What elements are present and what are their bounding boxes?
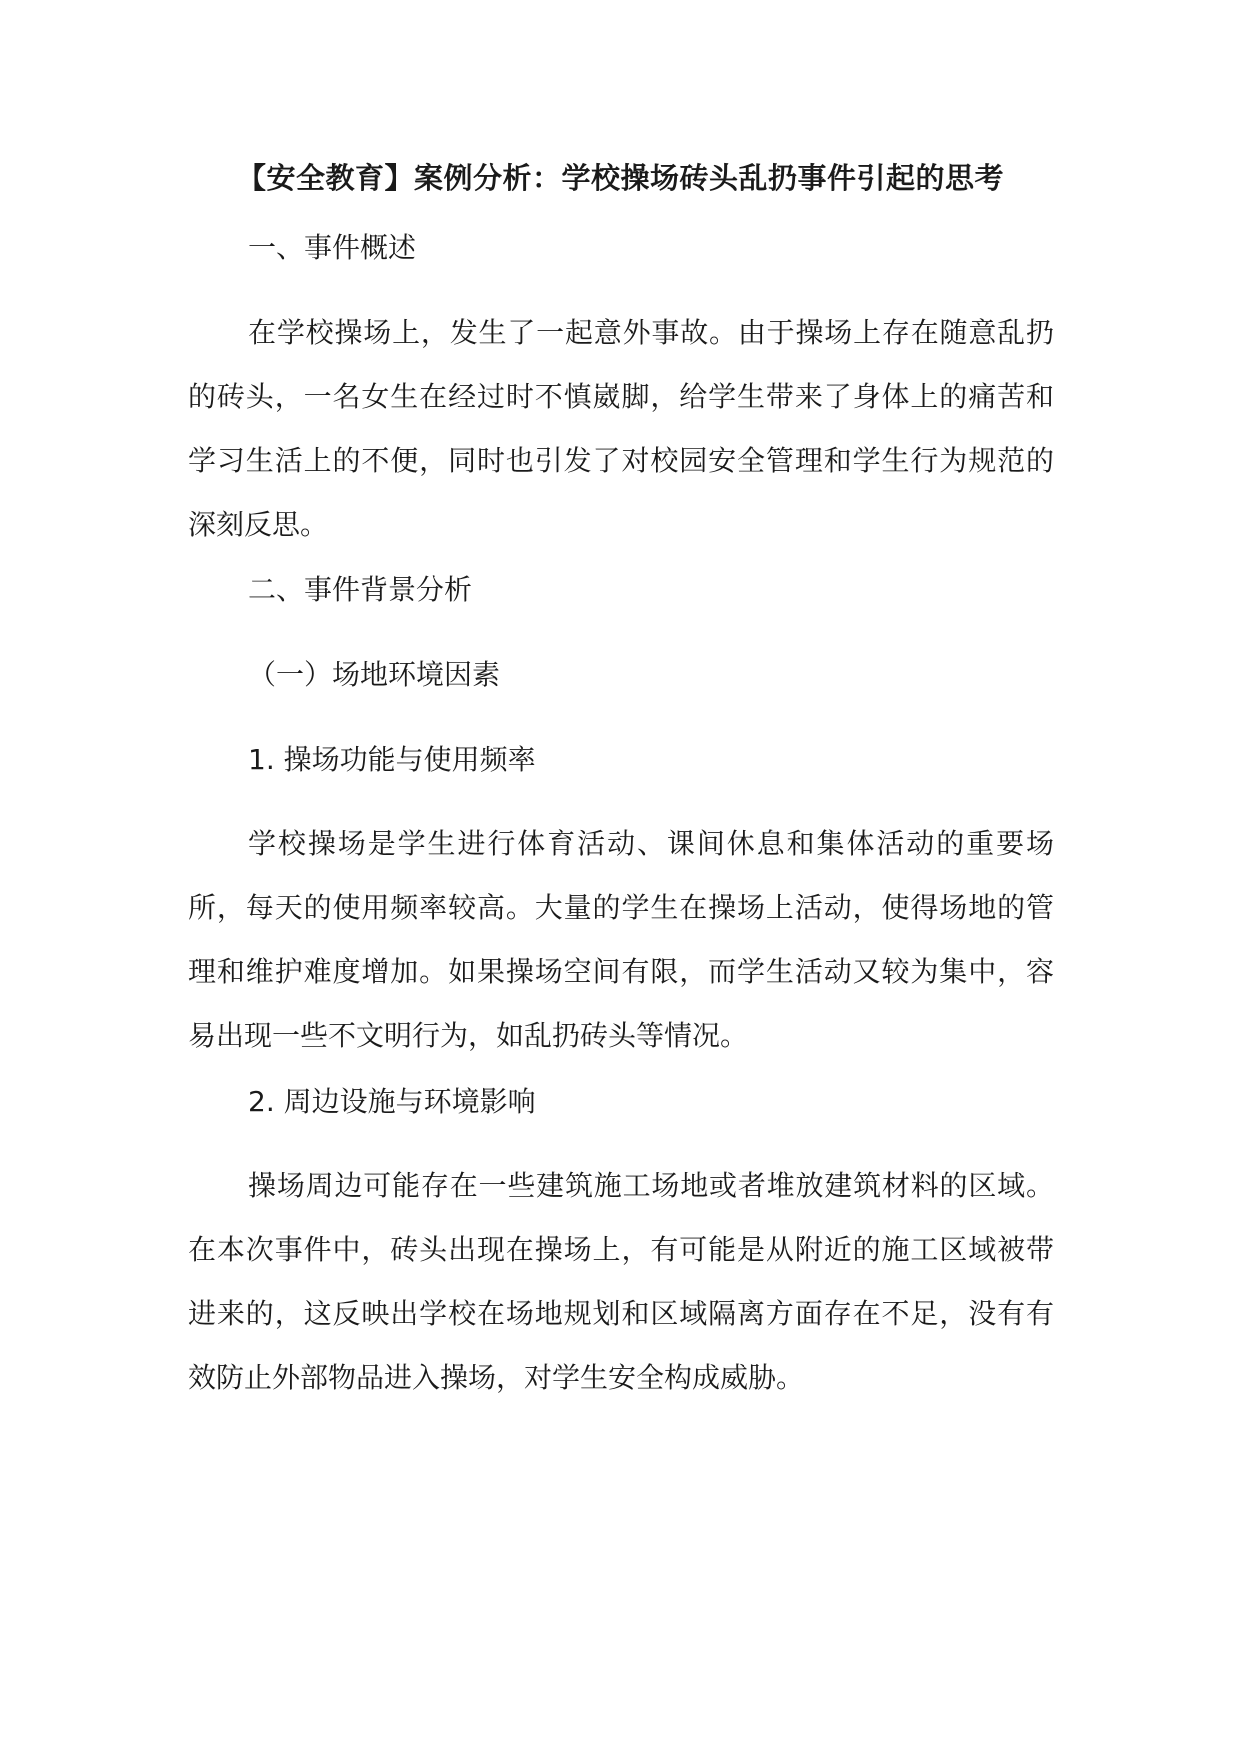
paragraph-surroundings: 操场周边可能存在一些建筑施工场地或者堆放建筑材料的区域。在本次事件中，砖头出现在操场上，有可能是从附近的施工区域被带进来的，这反映出学校在场地规划和区域隔离方面存在不足，没有有效防止外部物品进入操场，对学生安全构成威胁。 (188, 1169, 1054, 1394)
subsection-heading-environment: （一）场地环境因素 (248, 658, 501, 691)
document-title: 【安全教育】案例分析：学校操场砖头乱扔事件引起的思考 (236, 161, 1004, 195)
paragraph-overview: 在学校操场上，发生了一起意外事故。由于操场上存在随意乱扔的砖头，一名女生在经过时不慎崴脚，给学生带来了身体上的痛苦和学习生活上的不便，同时也引发了对校园安全管理和学生行为规范的深刻反思。 (188, 316, 1054, 541)
item-heading-surroundings: 2. 周边设施与环境影响 (248, 1085, 536, 1118)
item-heading-usage: 1. 操场功能与使用频率 (248, 743, 536, 776)
section-heading-background: 二、事件背景分析 (248, 573, 473, 606)
section-heading-overview: 一、事件概述 (248, 231, 417, 264)
paragraph-usage: 学校操场是学生进行体育活动、课间休息和集体活动的重要场所，每天的使用频率较高。大量的学生在操场上活动，使得场地的管理和维护难度增加。如果操场空间有限，而学生活动又较为集中，容易出现一些不文明行为，如乱扔砖头等情况。 (188, 827, 1054, 1052)
